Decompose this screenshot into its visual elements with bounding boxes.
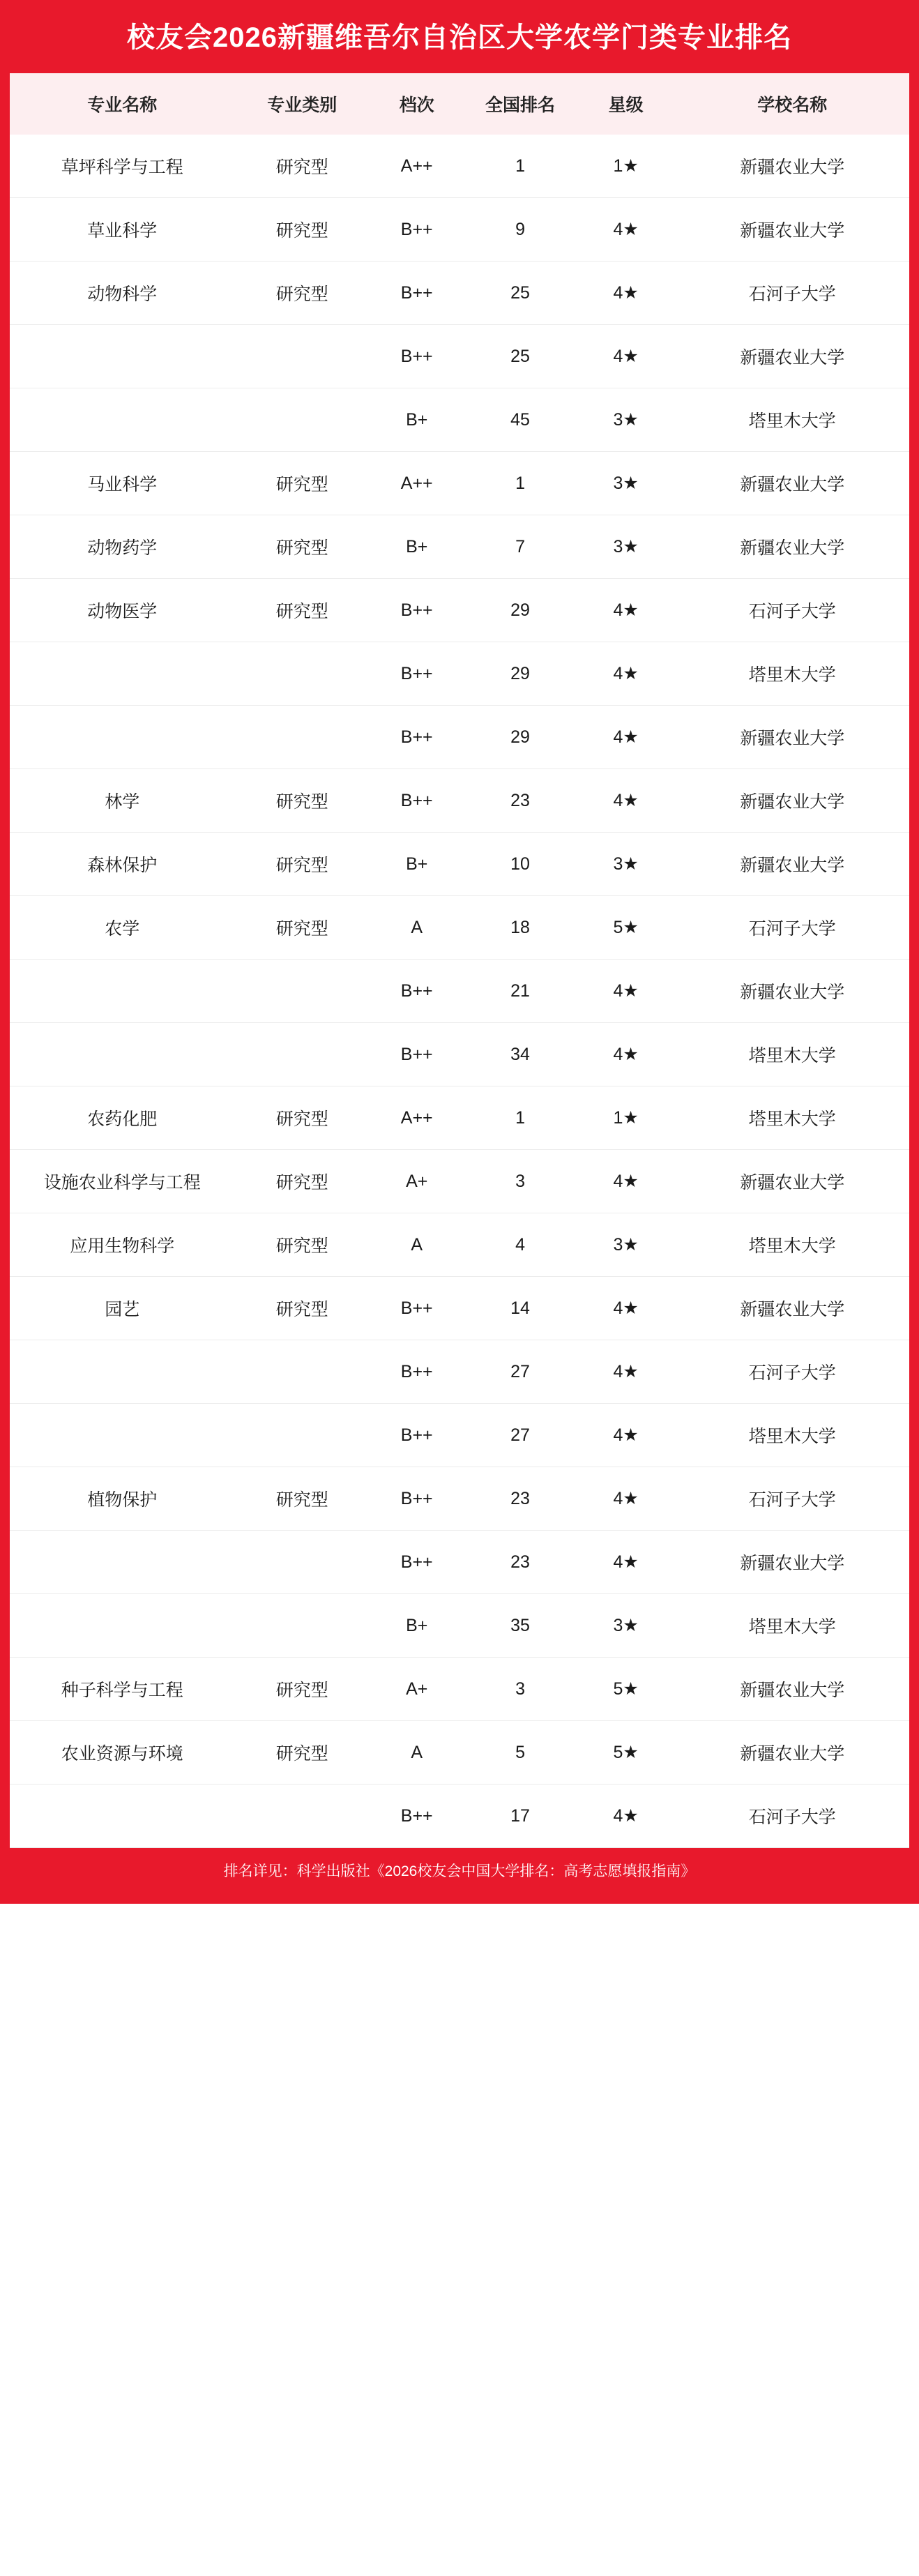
cell-grade: B++ bbox=[370, 262, 464, 325]
table-row bbox=[10, 1150, 909, 1213]
cell-national-rank: 14 bbox=[464, 1277, 576, 1340]
cell-grade: B++ bbox=[370, 1404, 464, 1467]
cell-star: 5★ bbox=[577, 1658, 676, 1721]
cell-school: 新疆农业大学 bbox=[676, 452, 909, 515]
cell-national-rank: 17 bbox=[464, 1785, 576, 1848]
cell-star: 4★ bbox=[577, 1340, 676, 1404]
cell-grade: B++ bbox=[370, 769, 464, 833]
cell-star: 4★ bbox=[577, 769, 676, 833]
cell-category bbox=[235, 960, 370, 1023]
cell-star: 1★ bbox=[577, 1086, 676, 1150]
cell-national-rank: 1 bbox=[464, 452, 576, 515]
cell-category: 研究型 bbox=[235, 515, 370, 579]
cell-star: 4★ bbox=[577, 1531, 676, 1594]
cell-grade: A bbox=[370, 1213, 464, 1277]
cell-national-rank: 7 bbox=[464, 515, 576, 579]
cell-category bbox=[235, 1785, 370, 1848]
cell-category: 研究型 bbox=[235, 579, 370, 642]
cell-school: 新疆农业大学 bbox=[676, 198, 909, 262]
cell-school: 石河子大学 bbox=[676, 1467, 909, 1531]
cell-category: 研究型 bbox=[235, 135, 370, 198]
cell-national-rank: 29 bbox=[464, 642, 576, 706]
cell-national-rank: 5 bbox=[464, 1721, 576, 1785]
table-row bbox=[10, 642, 909, 706]
cell-category bbox=[235, 1594, 370, 1658]
cell-star: 3★ bbox=[577, 388, 676, 452]
cell-grade: B++ bbox=[370, 1531, 464, 1594]
cell-national-rank: 29 bbox=[464, 706, 576, 769]
cell-school: 新疆农业大学 bbox=[676, 833, 909, 896]
cell-star: 4★ bbox=[577, 198, 676, 262]
table-row bbox=[10, 515, 909, 579]
cell-category: 研究型 bbox=[235, 1721, 370, 1785]
table-row bbox=[10, 1213, 909, 1277]
cell-category: 研究型 bbox=[235, 1086, 370, 1150]
cell-school: 塔里木大学 bbox=[676, 1594, 909, 1658]
cell-national-rank: 1 bbox=[464, 1086, 576, 1150]
cell-major: 动物科学 bbox=[10, 262, 235, 325]
cell-category: 研究型 bbox=[235, 896, 370, 960]
cell-grade: B++ bbox=[370, 642, 464, 706]
cell-major bbox=[10, 960, 235, 1023]
cell-category bbox=[235, 1531, 370, 1594]
cell-school: 新疆农业大学 bbox=[676, 135, 909, 198]
cell-category: 研究型 bbox=[235, 1467, 370, 1531]
table-row bbox=[10, 135, 909, 198]
column-header-category: 专业类别 bbox=[235, 73, 370, 135]
table-row bbox=[10, 1531, 909, 1594]
cell-grade: A++ bbox=[370, 452, 464, 515]
cell-major: 农业资源与环境 bbox=[10, 1721, 235, 1785]
cell-grade: B++ bbox=[370, 198, 464, 262]
table-row bbox=[10, 960, 909, 1023]
cell-star: 5★ bbox=[577, 896, 676, 960]
cell-grade: B+ bbox=[370, 388, 464, 452]
page-title: 校友会2026新疆维吾尔自治区大学农学门类专业排名 bbox=[10, 0, 909, 73]
cell-national-rank: 4 bbox=[464, 1213, 576, 1277]
cell-category bbox=[235, 1340, 370, 1404]
cell-category bbox=[235, 388, 370, 452]
table-row bbox=[10, 579, 909, 642]
column-header-major: 专业名称 bbox=[10, 73, 235, 135]
cell-major bbox=[10, 1785, 235, 1848]
cell-school: 新疆农业大学 bbox=[676, 1277, 909, 1340]
cell-major bbox=[10, 1531, 235, 1594]
cell-star: 4★ bbox=[577, 1467, 676, 1531]
cell-national-rank: 25 bbox=[464, 262, 576, 325]
cell-grade: B++ bbox=[370, 706, 464, 769]
cell-major: 园艺 bbox=[10, 1277, 235, 1340]
column-header-grade: 档次 bbox=[370, 73, 464, 135]
cell-school: 塔里木大学 bbox=[676, 388, 909, 452]
cell-grade: B++ bbox=[370, 325, 464, 388]
ranking-table bbox=[10, 73, 909, 1848]
cell-star: 3★ bbox=[577, 452, 676, 515]
cell-grade: A++ bbox=[370, 1086, 464, 1150]
cell-star: 4★ bbox=[577, 642, 676, 706]
cell-school: 石河子大学 bbox=[676, 1340, 909, 1404]
cell-school: 塔里木大学 bbox=[676, 1404, 909, 1467]
cell-major: 林学 bbox=[10, 769, 235, 833]
cell-national-rank: 9 bbox=[464, 198, 576, 262]
cell-national-rank: 3 bbox=[464, 1150, 576, 1213]
cell-major bbox=[10, 1594, 235, 1658]
column-header-national-rank: 全国排名 bbox=[464, 73, 576, 135]
cell-major bbox=[10, 1340, 235, 1404]
cell-school: 新疆农业大学 bbox=[676, 706, 909, 769]
cell-major bbox=[10, 388, 235, 452]
cell-category bbox=[235, 642, 370, 706]
cell-national-rank: 35 bbox=[464, 1594, 576, 1658]
cell-category bbox=[235, 1404, 370, 1467]
cell-school: 新疆农业大学 bbox=[676, 769, 909, 833]
cell-category: 研究型 bbox=[235, 769, 370, 833]
cell-grade: B++ bbox=[370, 960, 464, 1023]
table-row bbox=[10, 1721, 909, 1785]
cell-category bbox=[235, 1023, 370, 1086]
cell-grade: B++ bbox=[370, 1467, 464, 1531]
cell-grade: B++ bbox=[370, 1277, 464, 1340]
cell-national-rank: 25 bbox=[464, 325, 576, 388]
cell-major: 种子科学与工程 bbox=[10, 1658, 235, 1721]
cell-category: 研究型 bbox=[235, 452, 370, 515]
table-row bbox=[10, 452, 909, 515]
cell-major: 植物保护 bbox=[10, 1467, 235, 1531]
cell-school: 新疆农业大学 bbox=[676, 325, 909, 388]
cell-grade: B++ bbox=[370, 1340, 464, 1404]
cell-grade: A+ bbox=[370, 1658, 464, 1721]
cell-major bbox=[10, 325, 235, 388]
cell-grade: B+ bbox=[370, 1594, 464, 1658]
cell-star: 4★ bbox=[577, 262, 676, 325]
table-row bbox=[10, 198, 909, 262]
cell-star: 4★ bbox=[577, 1277, 676, 1340]
cell-category bbox=[235, 325, 370, 388]
table-row bbox=[10, 388, 909, 452]
cell-school: 新疆农业大学 bbox=[676, 515, 909, 579]
cell-national-rank: 34 bbox=[464, 1023, 576, 1086]
table-row bbox=[10, 1658, 909, 1721]
table-row bbox=[10, 1277, 909, 1340]
cell-category: 研究型 bbox=[235, 262, 370, 325]
cell-national-rank: 27 bbox=[464, 1340, 576, 1404]
table-row bbox=[10, 1594, 909, 1658]
cell-school: 新疆农业大学 bbox=[676, 1150, 909, 1213]
cell-major: 森林保护 bbox=[10, 833, 235, 896]
cell-star: 4★ bbox=[577, 960, 676, 1023]
cell-star: 3★ bbox=[577, 1213, 676, 1277]
table-body bbox=[10, 135, 909, 1848]
cell-school: 新疆农业大学 bbox=[676, 960, 909, 1023]
cell-school: 石河子大学 bbox=[676, 579, 909, 642]
cell-grade: A bbox=[370, 1721, 464, 1785]
cell-grade: B++ bbox=[370, 1785, 464, 1848]
column-header-school: 学校名称 bbox=[676, 73, 909, 135]
cell-major bbox=[10, 706, 235, 769]
cell-grade: B++ bbox=[370, 1023, 464, 1086]
cell-major: 动物医学 bbox=[10, 579, 235, 642]
cell-national-rank: 45 bbox=[464, 388, 576, 452]
table-row bbox=[10, 325, 909, 388]
cell-star: 4★ bbox=[577, 1150, 676, 1213]
table-row bbox=[10, 1404, 909, 1467]
table-row bbox=[10, 1785, 909, 1848]
table-row bbox=[10, 1023, 909, 1086]
cell-star: 3★ bbox=[577, 833, 676, 896]
cell-school: 新疆农业大学 bbox=[676, 1531, 909, 1594]
footer-note: 排名详见：科学出版社《2026校友会中国大学排名：高考志愿填报指南》 bbox=[10, 1848, 909, 1894]
cell-major: 设施农业科学与工程 bbox=[10, 1150, 235, 1213]
cell-major: 动物药学 bbox=[10, 515, 235, 579]
cell-school: 新疆农业大学 bbox=[676, 1721, 909, 1785]
table-header bbox=[10, 73, 909, 135]
cell-major: 应用生物科学 bbox=[10, 1213, 235, 1277]
cell-school: 塔里木大学 bbox=[676, 1023, 909, 1086]
column-header-star: 星级 bbox=[577, 73, 676, 135]
table-row bbox=[10, 1086, 909, 1150]
cell-school: 石河子大学 bbox=[676, 262, 909, 325]
cell-national-rank: 3 bbox=[464, 1658, 576, 1721]
cell-category: 研究型 bbox=[235, 1150, 370, 1213]
cell-national-rank: 18 bbox=[464, 896, 576, 960]
cell-star: 4★ bbox=[577, 325, 676, 388]
cell-grade: A+ bbox=[370, 1150, 464, 1213]
cell-national-rank: 29 bbox=[464, 579, 576, 642]
cell-major: 草业科学 bbox=[10, 198, 235, 262]
cell-grade: B+ bbox=[370, 833, 464, 896]
cell-category: 研究型 bbox=[235, 833, 370, 896]
cell-category: 研究型 bbox=[235, 1277, 370, 1340]
cell-category: 研究型 bbox=[235, 1658, 370, 1721]
cell-national-rank: 10 bbox=[464, 833, 576, 896]
table-row bbox=[10, 262, 909, 325]
cell-major: 农药化肥 bbox=[10, 1086, 235, 1150]
cell-national-rank: 23 bbox=[464, 1531, 576, 1594]
cell-school: 塔里木大学 bbox=[676, 1086, 909, 1150]
cell-category: 研究型 bbox=[235, 1213, 370, 1277]
cell-major: 农学 bbox=[10, 896, 235, 960]
cell-grade: B+ bbox=[370, 515, 464, 579]
cell-major bbox=[10, 1404, 235, 1467]
cell-national-rank: 21 bbox=[464, 960, 576, 1023]
bottom-strip bbox=[0, 1894, 919, 1904]
cell-grade: A bbox=[370, 896, 464, 960]
table-row bbox=[10, 706, 909, 769]
table-row bbox=[10, 1467, 909, 1531]
cell-national-rank: 1 bbox=[464, 135, 576, 198]
cell-major bbox=[10, 1023, 235, 1086]
table-row bbox=[10, 896, 909, 960]
table-header-row bbox=[10, 73, 909, 135]
cell-school: 新疆农业大学 bbox=[676, 1658, 909, 1721]
cell-star: 4★ bbox=[577, 1023, 676, 1086]
cell-grade: B++ bbox=[370, 579, 464, 642]
cell-category bbox=[235, 706, 370, 769]
cell-star: 4★ bbox=[577, 579, 676, 642]
cell-star: 3★ bbox=[577, 1594, 676, 1658]
cell-national-rank: 23 bbox=[464, 1467, 576, 1531]
cell-school: 塔里木大学 bbox=[676, 642, 909, 706]
cell-star: 5★ bbox=[577, 1721, 676, 1785]
cell-major bbox=[10, 642, 235, 706]
cell-category: 研究型 bbox=[235, 198, 370, 262]
cell-national-rank: 27 bbox=[464, 1404, 576, 1467]
cell-grade: A++ bbox=[370, 135, 464, 198]
cell-major: 草坪科学与工程 bbox=[10, 135, 235, 198]
cell-star: 4★ bbox=[577, 1404, 676, 1467]
table-row bbox=[10, 833, 909, 896]
cell-school: 石河子大学 bbox=[676, 1785, 909, 1848]
cell-school: 塔里木大学 bbox=[676, 1213, 909, 1277]
cell-major: 马业科学 bbox=[10, 452, 235, 515]
cell-star: 4★ bbox=[577, 1785, 676, 1848]
cell-star: 4★ bbox=[577, 706, 676, 769]
cell-school: 石河子大学 bbox=[676, 896, 909, 960]
cell-national-rank: 23 bbox=[464, 769, 576, 833]
cell-star: 1★ bbox=[577, 135, 676, 198]
table-row bbox=[10, 1340, 909, 1404]
cell-star: 3★ bbox=[577, 515, 676, 579]
table-row bbox=[10, 769, 909, 833]
